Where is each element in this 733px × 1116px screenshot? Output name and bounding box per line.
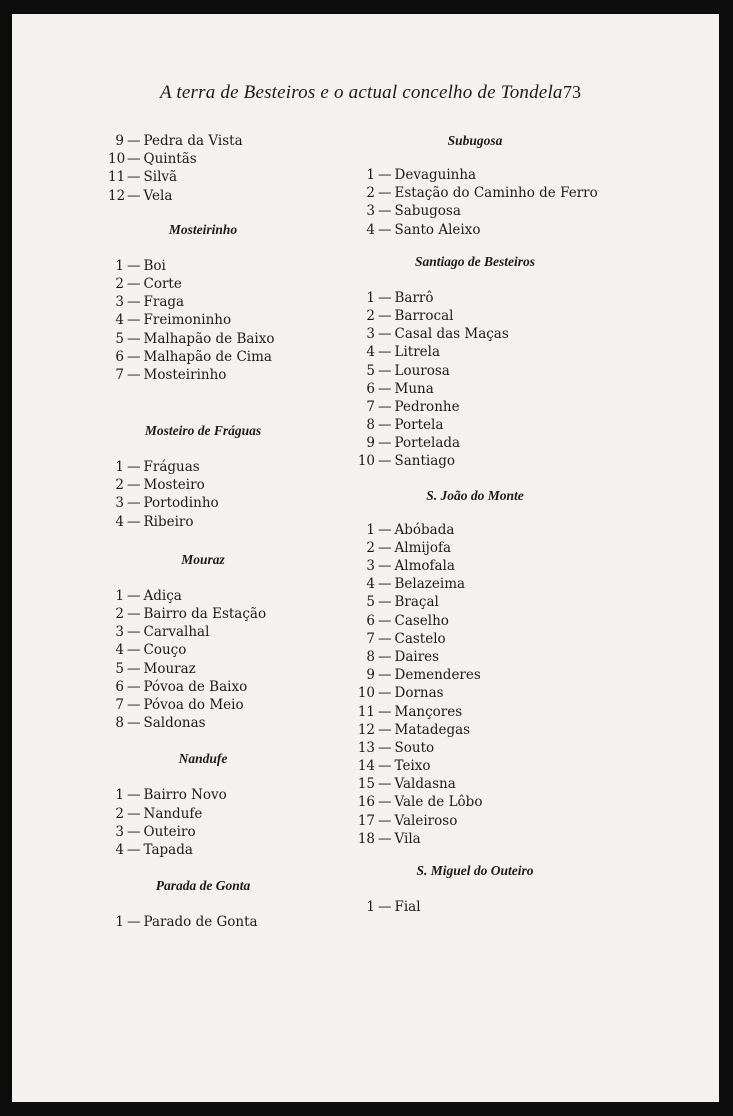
- parish-section: [108, 221, 298, 384]
- section-heading: Mouraz: [181, 551, 225, 567]
- item-number: 3: [115, 823, 124, 840]
- page-number: 73: [563, 82, 581, 102]
- item-number: 8: [366, 648, 375, 665]
- dash-separator: —: [378, 326, 392, 343]
- dash-separator: —: [127, 642, 141, 659]
- item-number: 2: [366, 539, 375, 556]
- dash-separator: —: [127, 330, 141, 347]
- list-item: [355, 539, 595, 557]
- section-heading: S. João do Monte: [426, 487, 524, 503]
- list-item: [355, 398, 595, 416]
- item-number: 12: [357, 721, 375, 738]
- place-name: Teixo: [394, 758, 431, 775]
- place-name: Braçal: [394, 594, 439, 611]
- list-item: [355, 775, 595, 793]
- item-number: 4: [366, 576, 375, 593]
- item-number: 6: [366, 612, 375, 629]
- place-name: Santiago: [394, 453, 456, 470]
- dash-separator: —: [127, 187, 141, 204]
- list-item: [108, 786, 298, 804]
- list-item: [108, 311, 298, 329]
- dash-separator: —: [127, 169, 141, 186]
- place-name: Casal das Maças: [394, 326, 509, 343]
- dash-separator: —: [378, 435, 392, 452]
- place-name: Almofala: [394, 558, 455, 574]
- dash-separator: —: [378, 539, 392, 556]
- book-page: [12, 14, 719, 1102]
- item-number: 18: [357, 830, 375, 847]
- list-item: [355, 289, 595, 307]
- list-item: [108, 823, 298, 841]
- place-name: Pedra da Vista: [143, 133, 243, 149]
- dash-separator: —: [127, 151, 141, 168]
- place-name: Lourosa: [394, 362, 450, 379]
- dash-separator: —: [378, 830, 392, 847]
- dash-separator: —: [378, 739, 392, 756]
- dash-separator: —: [378, 453, 392, 470]
- place-name: Portelada: [394, 435, 461, 452]
- dash-separator: —: [378, 185, 392, 202]
- place-name: Litrela: [394, 344, 441, 361]
- section-heading: Nandufe: [178, 751, 228, 767]
- dash-separator: —: [127, 312, 141, 329]
- dash-separator: —: [378, 521, 392, 538]
- item-number: 4: [115, 312, 124, 329]
- left-column: [108, 132, 298, 931]
- place-name: Devaguinha: [394, 167, 477, 183]
- list-item: [108, 678, 298, 696]
- list-item: [108, 348, 298, 366]
- list-item: [355, 812, 595, 830]
- place-name: Freimoninho: [143, 312, 232, 329]
- place-name: Pedronhe: [394, 398, 460, 415]
- dash-separator: —: [378, 289, 392, 306]
- list-item: [355, 593, 595, 611]
- list-item: [108, 257, 298, 275]
- list-item: [355, 202, 595, 220]
- list-item: [355, 612, 595, 630]
- place-name: Muna: [394, 380, 434, 397]
- list-item: [108, 513, 298, 531]
- list-item: [355, 721, 595, 739]
- place-name: Mançores: [394, 703, 463, 720]
- dash-separator: —: [127, 787, 141, 804]
- place-name: Vila: [394, 830, 421, 847]
- place-name: Carvalhal: [143, 624, 210, 641]
- item-number: 11: [108, 169, 126, 186]
- list-item: [355, 666, 595, 684]
- list-item: [108, 641, 298, 659]
- section-heading: Mosteiro de Fráguas: [144, 423, 262, 439]
- dash-separator: —: [127, 366, 141, 383]
- list-item: [108, 275, 298, 293]
- place-name: Castelo: [394, 630, 446, 647]
- dash-separator: —: [127, 513, 141, 530]
- list-item: [108, 476, 298, 494]
- place-name: Bairro Novo: [143, 787, 227, 804]
- item-number: 17: [357, 812, 375, 829]
- parish-section: [108, 422, 298, 531]
- item-number: 1: [115, 787, 124, 804]
- place-name: Nandufe: [143, 805, 203, 822]
- dash-separator: —: [378, 380, 392, 397]
- item-number: 14: [357, 758, 375, 775]
- section-heading: Santiago de Besteiros: [414, 253, 535, 269]
- place-name: Valeiroso: [394, 812, 458, 829]
- place-name: Abóbada: [394, 521, 455, 538]
- item-number: 1: [115, 459, 124, 476]
- place-name: Portela: [394, 417, 444, 434]
- item-number: 10: [357, 685, 375, 702]
- page-header: [12, 82, 719, 112]
- dash-separator: —: [378, 721, 392, 738]
- item-number: 1: [115, 257, 124, 274]
- dash-separator: —: [378, 758, 392, 775]
- dash-separator: —: [378, 899, 392, 915]
- list-item: [108, 458, 298, 476]
- item-number: 6: [366, 380, 375, 397]
- list-item: [355, 648, 595, 666]
- place-name: Daires: [394, 648, 440, 665]
- list-item: [355, 380, 595, 398]
- place-name: Malhapão de Cima: [143, 348, 272, 365]
- list-item: [355, 630, 595, 648]
- item-number: 2: [366, 185, 375, 202]
- item-number: 3: [366, 326, 375, 343]
- list-item: [108, 330, 298, 348]
- dash-separator: —: [378, 667, 392, 684]
- place-name: Bairro da Estação: [143, 606, 267, 622]
- dash-separator: —: [127, 606, 141, 622]
- list-item: [108, 150, 298, 168]
- dash-separator: —: [127, 914, 141, 931]
- dash-separator: —: [127, 715, 141, 732]
- list-item: [355, 684, 595, 702]
- dash-separator: —: [378, 576, 392, 593]
- dash-separator: —: [378, 648, 392, 665]
- dash-separator: —: [378, 794, 392, 811]
- item-number: 7: [115, 366, 124, 383]
- item-number: 8: [115, 715, 124, 732]
- item-number: 4: [115, 642, 124, 659]
- place-name: Portodinho: [143, 495, 219, 512]
- item-number: 4: [366, 221, 375, 238]
- list-item: [355, 343, 595, 361]
- list-item: [355, 184, 598, 202]
- place-name: Póvoa do Meio: [143, 696, 244, 713]
- place-name: Quintãs: [143, 151, 197, 168]
- parish-section: [355, 862, 595, 916]
- place-name: Adiça: [143, 587, 182, 604]
- item-number: 7: [115, 696, 124, 713]
- item-number: 3: [115, 294, 124, 311]
- dash-separator: —: [378, 398, 392, 415]
- right-column: [355, 132, 598, 916]
- place-name: Santo Aleixo: [394, 221, 481, 238]
- dash-separator: —: [378, 685, 392, 702]
- dash-separator: —: [127, 696, 141, 713]
- place-name: Fraga: [143, 294, 185, 311]
- dash-separator: —: [378, 594, 392, 611]
- dash-separator: —: [127, 823, 141, 840]
- dash-separator: —: [127, 660, 141, 677]
- dash-separator: —: [127, 257, 141, 274]
- dash-separator: —: [127, 805, 141, 822]
- dash-separator: —: [378, 558, 392, 574]
- dash-separator: —: [127, 495, 141, 512]
- item-number: 3: [366, 558, 375, 574]
- place-name: Boi: [143, 257, 166, 274]
- parish-section: [108, 551, 298, 733]
- place-name: Silvã: [143, 169, 178, 186]
- place-name: Souto: [394, 739, 435, 756]
- parish-section: [108, 877, 298, 931]
- item-number: 8: [366, 417, 375, 434]
- list-item: [355, 416, 595, 434]
- list-item: [355, 557, 595, 575]
- dash-separator: —: [378, 612, 392, 629]
- list-item: [355, 325, 595, 343]
- item-number: 15: [357, 776, 375, 793]
- item-number: 4: [115, 841, 124, 858]
- item-number: 1: [366, 521, 375, 538]
- list-item: [108, 187, 298, 205]
- place-name: Barrocal: [394, 307, 454, 324]
- list-item: [355, 757, 595, 775]
- item-number: 4: [115, 513, 124, 530]
- section-heading: Parada de Gonta: [155, 878, 251, 894]
- list-item: [355, 898, 595, 916]
- list-item: [355, 793, 595, 811]
- section-heading: Subugosa: [447, 133, 503, 148]
- place-name: Belazeima: [394, 576, 466, 593]
- place-name: Fial: [394, 899, 421, 915]
- place-name: Almijofa: [394, 539, 452, 556]
- section-heading: S. Miguel do Outeiro: [416, 863, 534, 878]
- parish-section: [355, 253, 595, 471]
- list-item: [355, 166, 595, 184]
- dash-separator: —: [378, 203, 392, 220]
- place-name: Ribeiro: [143, 513, 194, 530]
- list-item: [355, 307, 595, 325]
- list-item: [108, 132, 298, 150]
- dash-separator: —: [127, 348, 141, 365]
- place-name: Matadegas: [394, 721, 471, 738]
- section-heading: Mosteirinho: [168, 221, 238, 237]
- item-number: 3: [115, 495, 124, 512]
- place-name: Vale de Lôbo: [394, 794, 483, 811]
- place-name: Fráguas: [143, 459, 200, 476]
- place-name: Mosteiro: [143, 477, 205, 494]
- item-number: 5: [115, 660, 124, 677]
- item-number: 2: [115, 477, 124, 494]
- dash-separator: —: [378, 344, 392, 361]
- list-item: [108, 841, 298, 859]
- list-item: [108, 805, 298, 823]
- place-name: Couço: [143, 642, 187, 659]
- list-item: [108, 168, 298, 186]
- list-item: [108, 913, 298, 931]
- item-number: 1: [115, 914, 124, 931]
- place-name: Caselho: [394, 612, 449, 629]
- list-item: [108, 293, 298, 311]
- place-name: Vela: [143, 187, 173, 204]
- list-item: [108, 587, 298, 605]
- dash-separator: —: [127, 294, 141, 311]
- dash-separator: —: [127, 841, 141, 858]
- item-number: 6: [115, 348, 124, 365]
- place-name: Valdasna: [394, 776, 456, 793]
- parish-section: [108, 132, 298, 205]
- dash-separator: —: [378, 307, 392, 324]
- item-number: 5: [115, 330, 124, 347]
- place-name: Estação do Caminho de Ferro: [394, 185, 598, 202]
- list-item: [355, 703, 595, 721]
- item-number: 9: [366, 667, 375, 684]
- list-item: [355, 830, 595, 848]
- place-name: Parado de Gonta: [143, 914, 258, 931]
- item-number: 11: [357, 703, 375, 720]
- list-item: [355, 575, 595, 593]
- item-number: 3: [366, 203, 375, 220]
- item-number: 2: [115, 275, 124, 292]
- item-number: 2: [115, 606, 124, 622]
- dash-separator: —: [378, 362, 392, 379]
- item-number: 5: [366, 594, 375, 611]
- dash-separator: —: [378, 776, 392, 793]
- list-item: [108, 494, 298, 512]
- item-number: 13: [357, 739, 375, 756]
- list-item: [108, 623, 298, 641]
- list-item: [355, 434, 595, 452]
- dash-separator: —: [127, 275, 141, 292]
- dash-separator: —: [378, 167, 392, 183]
- item-number: 10: [357, 453, 375, 470]
- item-number: 2: [366, 307, 375, 324]
- dash-separator: —: [127, 624, 141, 641]
- place-name: Barrô: [394, 289, 434, 306]
- item-number: 4: [366, 344, 375, 361]
- dash-separator: —: [378, 630, 392, 647]
- place-name: Mouraz: [143, 660, 196, 677]
- list-item: [355, 362, 595, 380]
- item-number: 16: [357, 794, 375, 811]
- dash-separator: —: [127, 133, 141, 149]
- place-name: Malhapão de Baixo: [143, 330, 275, 347]
- list-item: [355, 452, 595, 470]
- place-name: Saldonas: [143, 715, 206, 732]
- item-number: 9: [366, 435, 375, 452]
- dash-separator: —: [127, 459, 141, 476]
- running-title: A terra de Besteiros e o actual concelho de Tondela: [160, 82, 563, 103]
- dash-separator: —: [378, 221, 392, 238]
- list-item: [355, 221, 595, 239]
- item-number: 6: [115, 678, 124, 695]
- item-number: 2: [115, 805, 124, 822]
- dash-separator: —: [127, 587, 141, 604]
- place-name: Mosteirinho: [143, 366, 227, 383]
- place-name: Sabugosa: [394, 203, 461, 220]
- dash-separator: —: [378, 703, 392, 720]
- place-name: Póvoa de Baixo: [143, 678, 248, 695]
- item-number: 1: [366, 289, 375, 306]
- list-item: [108, 714, 298, 732]
- dash-separator: —: [378, 812, 392, 829]
- item-number: 5: [366, 362, 375, 379]
- item-number: 3: [115, 624, 124, 641]
- list-item: [108, 605, 298, 623]
- item-number: 1: [115, 587, 124, 604]
- item-number: 12: [108, 187, 126, 204]
- list-item: [355, 521, 595, 539]
- item-number: 7: [366, 630, 375, 647]
- item-number: 1: [366, 899, 375, 915]
- list-item: [108, 696, 298, 714]
- parish-section: [108, 750, 298, 859]
- place-name: Corte: [143, 275, 182, 292]
- parish-section: [355, 487, 595, 848]
- place-name: Tapada: [143, 841, 193, 858]
- dash-separator: —: [127, 678, 141, 695]
- dash-separator: —: [127, 477, 141, 494]
- item-number: 1: [366, 167, 375, 183]
- parish-section: [355, 132, 598, 239]
- list-item: [108, 366, 298, 384]
- dash-separator: —: [378, 417, 392, 434]
- item-number: 10: [108, 151, 126, 168]
- list-item: [108, 660, 298, 678]
- place-name: Demenderes: [394, 667, 481, 684]
- item-number: 9: [115, 133, 124, 149]
- place-name: Outeiro: [143, 823, 196, 840]
- list-item: [355, 739, 595, 757]
- place-name: Dornas: [394, 685, 444, 702]
- item-number: 7: [366, 398, 375, 415]
